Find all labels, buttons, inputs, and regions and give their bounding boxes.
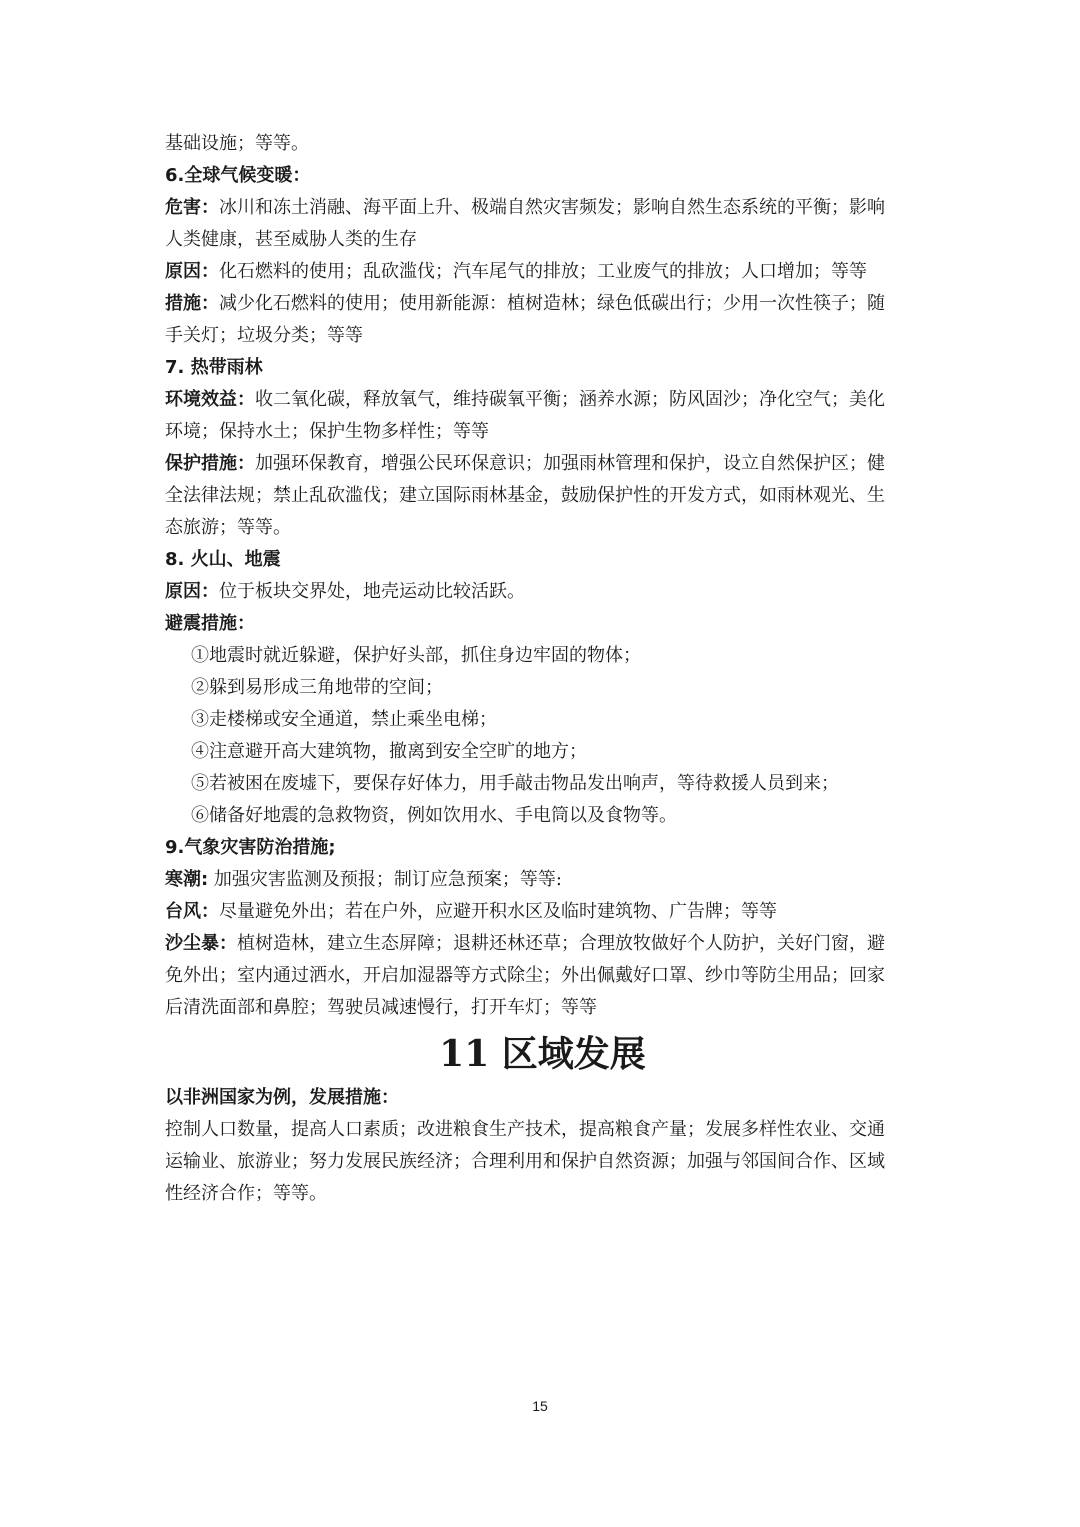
paragraph-line: 性经济合作；等等。 [165, 1183, 327, 1204]
chapter-title: 11 区域发展 [439, 1033, 646, 1075]
page-number: 15 [532, 1398, 548, 1414]
labeled-paragraph-line [165, 576, 920, 608]
paragraph-line: 手关灯；垃圾分类；等等 [165, 325, 363, 346]
paragraph-line: 免外出；室内通过洒水，开启加湿器等方式除尘；外出佩戴好口罩、纱巾等防尘用品；回家 [165, 965, 885, 986]
paragraph-line: 环境；保持水土；保护生物多样性；等等 [165, 421, 489, 442]
document-body [165, 128, 920, 1210]
paragraph-text: 位于板块交界处，地壳运动比较活跃。 [219, 581, 525, 602]
section-heading: 9.气象灾害防治措施; [165, 837, 336, 858]
paragraph-text: 加强灾害监测及预报；制订应急预案；等等: [208, 869, 562, 890]
paragraph-label: 危害： [165, 197, 219, 218]
paragraph-label: 台风： [165, 901, 219, 922]
labeled-paragraph-line [165, 384, 920, 416]
labeled-paragraph-line [165, 928, 920, 960]
list-item: ⑤若被困在废墟下，要保存好体力，用手敲击物品发出响声，等待救援人员到来； [191, 773, 839, 794]
section-heading: 以非洲国家为例，发展措施： [165, 1087, 399, 1108]
labeled-paragraph-line [165, 448, 920, 480]
labeled-paragraph-line [165, 288, 920, 320]
section-heading: 7. 热带雨林 [165, 357, 263, 378]
paragraph-label: 原因： [165, 581, 219, 602]
paragraph-label: 沙尘暴： [165, 933, 237, 954]
list-item: ①地震时就近躲避，保护好头部，抓住身边牢固的物体； [191, 645, 641, 666]
paragraph-text: 冰川和冻土消融、海平面上升、极端自然灾害频发；影响自然生态系统的平衡；影响 [219, 197, 885, 218]
labeled-paragraph-line [165, 864, 920, 896]
paragraph-text: 加强环保教育，增强公民环保意识；加强雨林管理和保护，设立自然保护区；健 [255, 453, 885, 474]
paragraph-label: 环境效益： [165, 389, 255, 410]
paragraph-text: 化石燃料的使用；乱砍滥伐；汽车尾气的排放；工业废气的排放；人口增加；等等 [219, 261, 867, 282]
paragraph-line: 后清洗面部和鼻腔；驾驶员减速慢行，打开车灯；等等 [165, 997, 597, 1018]
paragraph-line: 人类健康，甚至威胁人类的生存 [165, 229, 417, 250]
paragraph-label: 原因： [165, 261, 219, 282]
labeled-paragraph-line [165, 256, 920, 288]
list-item: ⑥储备好地震的急救物资，例如饮用水、手电筒以及食物等。 [191, 805, 677, 826]
list-item: ②躲到易形成三角地带的空间； [191, 677, 443, 698]
paragraph-text: 尽量避免外出；若在户外，应避开积水区及临时建筑物、广告牌；等等 [219, 901, 777, 922]
labeled-paragraph-line [165, 896, 920, 928]
list-item: ③走楼梯或安全通道，禁止乘坐电梯； [191, 709, 497, 730]
paragraph-label: 保护措施： [165, 453, 255, 474]
section-heading: 6.全球气候变暖： [165, 165, 311, 186]
paragraph-line: 基础设施；等等。 [165, 133, 309, 154]
paragraph-label: 措施： [165, 293, 219, 314]
paragraph-line: 全法律法规；禁止乱砍滥伐；建立国际雨林基金，鼓励保护性的开发方式，如雨林观光、生 [165, 485, 885, 506]
paragraph-line: 态旅游；等等。 [165, 517, 291, 538]
labeled-paragraph-line [165, 192, 920, 224]
paragraph-text: 减少化石燃料的使用；使用新能源：植树造林；绿色低碳出行；少用一次性筷子；随 [219, 293, 885, 314]
paragraph-line: 控制人口数量，提高人口素质；改进粮食生产技术，提高粮食产量；发展多样性农业、交通 [165, 1119, 885, 1140]
paragraph-label: 寒潮: [165, 869, 209, 890]
list-item: ④注意避开高大建筑物，撤离到安全空旷的地方； [191, 741, 587, 762]
paragraph-line: 运输业、旅游业；努力发展民族经济；合理利用和保护自然资源；加强与邻国间合作、区域 [165, 1151, 885, 1172]
section-heading: 避震措施： [165, 613, 255, 634]
section-heading: 8. 火山、地震 [165, 549, 281, 570]
paragraph-text: 植树造林，建立生态屏障；退耕还林还草；合理放牧做好个人防护，关好门窗，避 [237, 933, 885, 954]
paragraph-text: 收二氧化碳，释放氧气，维持碳氧平衡；涵养水源；防风固沙；净化空气；美化 [255, 389, 885, 410]
